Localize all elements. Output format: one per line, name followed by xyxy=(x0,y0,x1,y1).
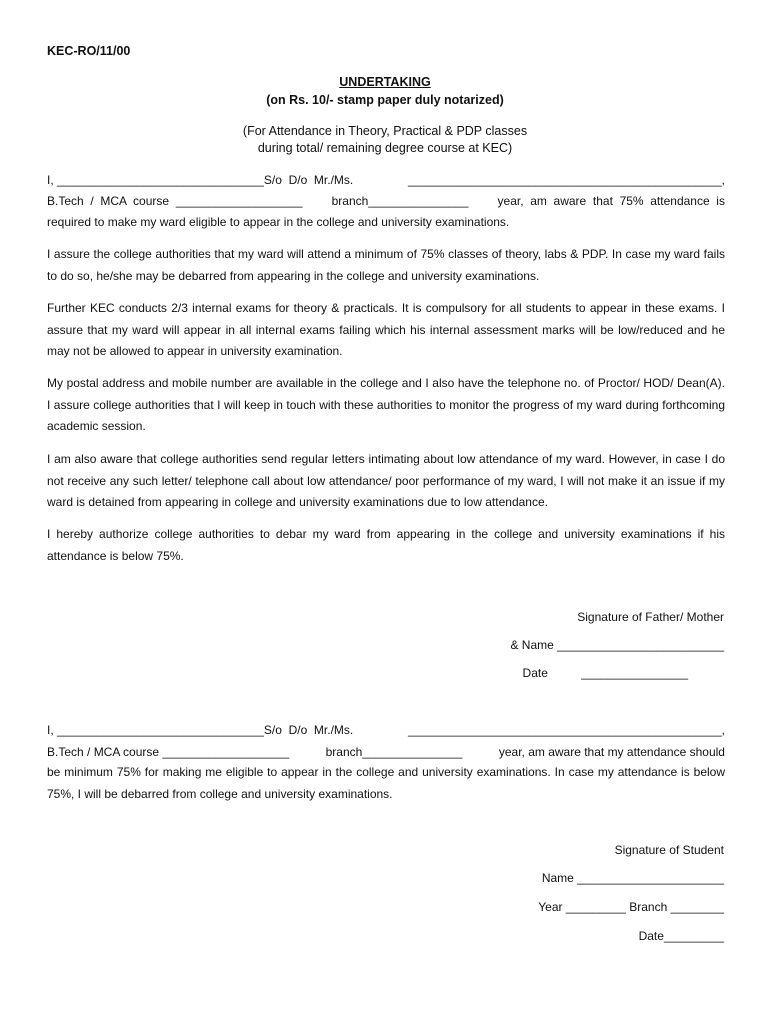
parent-date-line[interactable]: Date ________________ xyxy=(522,666,688,680)
parent-signature-label: Signature of Father/ Mother xyxy=(577,610,724,624)
parent-declaration-line xyxy=(47,173,725,187)
student-course-text: year, am aware that my attendance should xyxy=(498,745,725,759)
parent-course-line xyxy=(47,194,725,208)
purpose-line-1: (For Attendance in Theory, Practical & PDP classes xyxy=(242,124,528,138)
document-subtitle: (on Rs. 10/- stamp paper duly notarized) xyxy=(266,93,504,107)
student-year-branch-line[interactable]: Year _________ Branch ________ xyxy=(538,900,724,914)
student-course-line xyxy=(47,745,725,759)
document-id: KEC-RO/11/00 xyxy=(47,44,131,58)
parent-paragraph-3: My postal address and mobile number are available in the college and I also have the telephone no. of Proctor/ HOD/ Dean(A). I assure college authorities that I will keep in touch with these authorities to monitor the progress of my ward during forthcoming academic session. xyxy=(47,376,725,433)
parent-requirement-line: required to make my ward eligible to appear in the college and university examinations. xyxy=(47,215,510,229)
parent-father-name-field[interactable]: _______________________________________________, xyxy=(407,173,725,187)
student-branch-field[interactable]: branch_______________ xyxy=(325,745,463,759)
document-title: UNDERTAKING xyxy=(339,75,431,89)
student-name-line[interactable]: Name ______________________ xyxy=(541,871,724,885)
parent-paragraph-2: Further KEC conducts 2/3 internal exams for theory & practicals. It is compulsory for all students to appear in these exams. I assure that my ward will appear in all internal exams failing which his internal assessment marks will be low/reduced and he may not be allowed to appear in university examination. xyxy=(47,301,725,358)
purpose-line-2: during total/ remaining degree course at KEC) xyxy=(257,141,513,155)
parent-course-field[interactable]: B.Tech / MCA course ___________________ xyxy=(47,194,303,208)
student-father-name-field[interactable]: _______________________________________________, xyxy=(407,723,725,737)
parent-paragraph-4: I am also aware that college authorities send regular letters intimating about low attendance of my ward. However, in case I do not receive any such letter/ telephone call about low attendance/ poor performance of my ward, I will not make it an issue if my ward is detained from appearing in college and university examinations due to low attendance. xyxy=(47,452,725,509)
student-declaration-line xyxy=(47,723,725,737)
parent-paragraph-1: I assure the college authorities that my ward will attend a minimum of 75% classes of theory, labs & PDP. In case my ward fails to do so, he/she may be debarred from appearing in the college and university examinations. xyxy=(47,247,725,283)
parent-course-text: year, am aware that 75% attendance is xyxy=(497,194,725,208)
parent-name-field[interactable]: I, _______________________________S/o D/o Mr./Ms. xyxy=(47,173,354,187)
student-name-field[interactable]: I, _______________________________S/o D/o Mr./Ms. xyxy=(47,723,354,737)
student-signature-label: Signature of Student xyxy=(614,843,724,857)
student-paragraph: be minimum 75% for making me eligible to appear in the college and university examinations. In case my attendance is below 75%, I will be debarred from college and university examinations. xyxy=(47,765,725,801)
parent-name-line[interactable]: & Name _________________________ xyxy=(510,638,724,652)
parent-paragraph-5: I hereby authorize college authorities to debar my ward from appearing in the college and university examinations if his attendance is below 75%. xyxy=(47,527,725,563)
student-course-field[interactable]: B.Tech / MCA course ___________________ xyxy=(47,745,290,759)
student-date-line[interactable]: Date_________ xyxy=(638,929,724,943)
parent-branch-field[interactable]: branch_______________ xyxy=(331,194,469,208)
